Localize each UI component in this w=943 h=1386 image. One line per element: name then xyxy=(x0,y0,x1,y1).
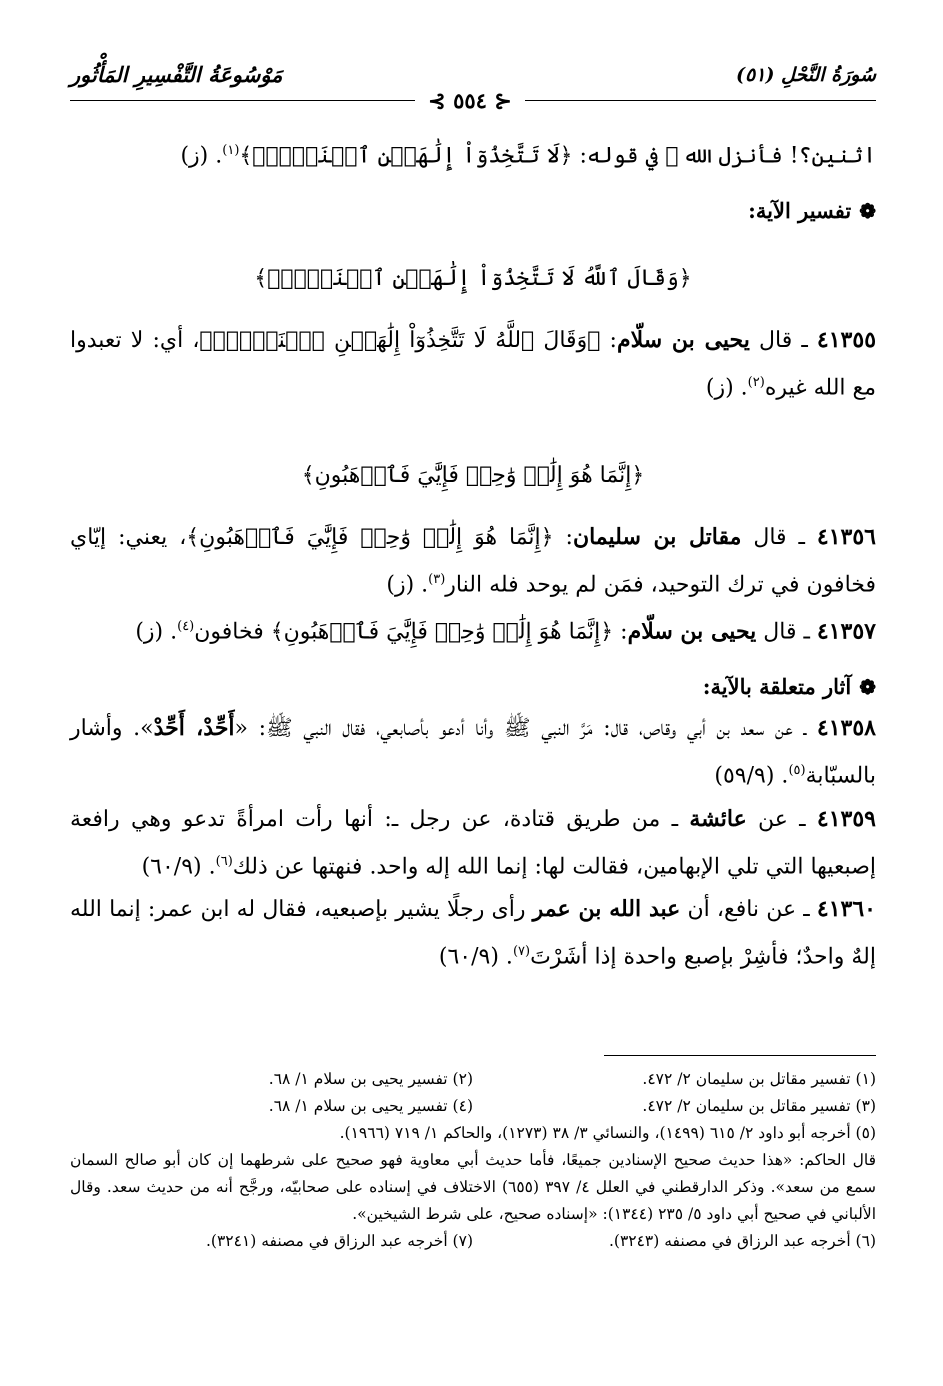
main-text xyxy=(70,130,876,978)
flower-icon: ❁ xyxy=(859,199,876,224)
footnote-2: (٢) تفسير يحيى بن سلام ١/ ٦٨. xyxy=(268,1070,473,1088)
footnote-row xyxy=(70,1093,876,1120)
footnotes xyxy=(70,1066,876,1255)
narration-41359: ٤١٣٥٩ ـ عن عائشة ـ من طريق قتادة، عن رجل ـ: أنها رأت امرأةً تدعو وهي رافعة إصبعيها التي تلي الإبهامين، فقالت لها: إنما الله إله واحد. فنهتها عن ذلك$^{(٦)}$. (٦٠/٩) xyxy=(70,805,876,879)
section-heading-tafsir: ❁تفسير الآية: xyxy=(748,198,876,224)
narration-41360: ٤١٣٦٠ ـ عن نافع، أن عبد الله بن عمر رأى رجلًا يشير بإصبعيه، فقال له ابن عمر: إنما الله إلهٌ واحدٌ؛ فأشِرْ بإصبع واحدة إذا أشَرْتَ$^{(٧)}$. (٦٠/٩) xyxy=(70,895,876,970)
surah-title: سُورَةُ النَّحْلِ (٥١) xyxy=(736,64,876,86)
narration-41357: ٤١٣٥٧ ـ قال يحيى بن سلّام: ﴿إِنَّمَا هُوَ إِلَٰهٞ وَٰحِدٞ فَإِيَّٰيَ فَٱرۡهَبُونِ﴾ فخافون$^{(٤)}$. (ز) xyxy=(135,618,876,645)
footnote-5: (٥) أخرجه أبو داود ٢/ ٦١٥ (١٤٩٩)، والنسائي ٣/ ٣٨ (١٢٧٣)، والحاكم ١/ ٧١٩ (١٩٦٦). xyxy=(339,1124,876,1142)
footnote-7: (٧) أخرجه عبد الرزاق في مصنفه (٣٢٤١). xyxy=(205,1232,473,1250)
page-number: ⊰ ٥٥٤ ⊱ xyxy=(415,90,525,112)
ayah-2: ﴿إِنَّمَا هُوَ إِلَٰهٞ وَٰحِدٞ فَإِيَّٰيَ فَٱرۡهَبُونِ﴾ xyxy=(301,462,645,488)
page xyxy=(70,50,876,1350)
running-header xyxy=(70,50,876,113)
footnote-row xyxy=(70,1228,876,1255)
footnote-1: (١) تفسير مقاتل بن سليمان ٢/ ٤٧٢. xyxy=(642,1070,876,1088)
flower-icon: ❁ xyxy=(859,675,876,700)
footnote-ref: (٧) xyxy=(512,943,531,959)
footnote-ref: (١) xyxy=(222,143,240,158)
footnote-ref: (٦) xyxy=(215,853,233,869)
narration-41356: ٤١٣٥٦ ـ قال مقاتل بن سليمان: ﴿إِنَّمَا هُوَ إِلَٰهٞ وَٰحِدٞ فَإِيَّٰيَ فَٱرۡهَبُونِ﴾، يعني: إيّاي فخافون في ترك التوحيد، فمَن لم يوحد فله النار$^{(٣)}$. (ز) xyxy=(70,523,876,597)
footnote-rule xyxy=(604,1055,876,1056)
narration-41358: ٤١٣٥٨ ـ عن سعد بن أبي وقاص، قال: مَرَّ النبي ﷺ وأنا أدعو بأصابعي، فقال النبي ﷺ: «أَحِّدْ، أَحِّدْ». وأشار بالسبّابة$^{(٥)}$. (٥٩/٩) xyxy=(70,715,876,789)
footnote-3: (٣) تفسير مقاتل بن سليمان ٢/ ٤٧٢. xyxy=(642,1097,876,1115)
footnote-ref: (٤) xyxy=(177,618,195,634)
footnote-ref: (٣) xyxy=(428,571,446,587)
book-title: مَوْسُوعَةُ التَّفْسِيرِ المَأْثُور xyxy=(70,62,283,87)
narration-41355: ٤١٣٥٥ ـ قال يحيى بن سلّام: ﴿وَقَالَ ٱللَّهُ لَا تَتَّخِذُوٓاْ إِلَٰهَيۡنِ ٱثۡنَيۡنِۖ﴾، أي: لا تعبدوا مع الله غيره$^{(٢)}$. (ز) xyxy=(70,327,877,401)
ornament-right-icon: ⊱ xyxy=(428,88,446,113)
footnote-ref: (٥) xyxy=(788,763,806,779)
footnote-ref: (٢) xyxy=(747,375,765,391)
footnote-row xyxy=(70,1066,876,1093)
ayah-1: ﴿وَقَالَ ٱللَّهُ لَا تَتَّخِذُوٓاْ إِلَٰهَيۡنِ ٱثۡنَيۡنِۖ﴾ xyxy=(254,266,692,292)
ornament-left-icon: ⊰ xyxy=(494,88,512,113)
footnote-6: (٦) أخرجه عبد الرزاق في مصنفه (٣٢٤٣). xyxy=(608,1232,876,1250)
footnote-4: (٤) تفسير يحيى بن سلام ١/ ٦٨. xyxy=(268,1097,473,1115)
intro-line: اثنين؟! فأنزل الله ﷻ في قوله: ﴿لَا تَتَّخِذُوٓاْ إِلَٰهَيۡنِ ٱثۡنَيۡنِۖ﴾$^{(١)}$. (ز) xyxy=(180,143,876,169)
footnote-5-comment: قال الحاكم: «هذا حديث صحيح الإسنادين جميعًا، فأما حديث أبي معاوية فهو صحيح على شرطهما إن كان أبو صالح السمان سمع من سعد». وذكر الدارقطني في العلل ٤/ ٣٩٧ (٦٥٥) الاختلاف في إسناده على صحابيّه، ورجَّح أنه من حديث سعد. وقال الألباني في صحيح أبي داود ٥/ ٢٣٥ (١٣٤٤): «إسناده صحيح، على شرط الشيخين». xyxy=(70,1151,876,1223)
section-heading-athar: ❁آثار متعلقة بالآية: xyxy=(702,674,876,700)
